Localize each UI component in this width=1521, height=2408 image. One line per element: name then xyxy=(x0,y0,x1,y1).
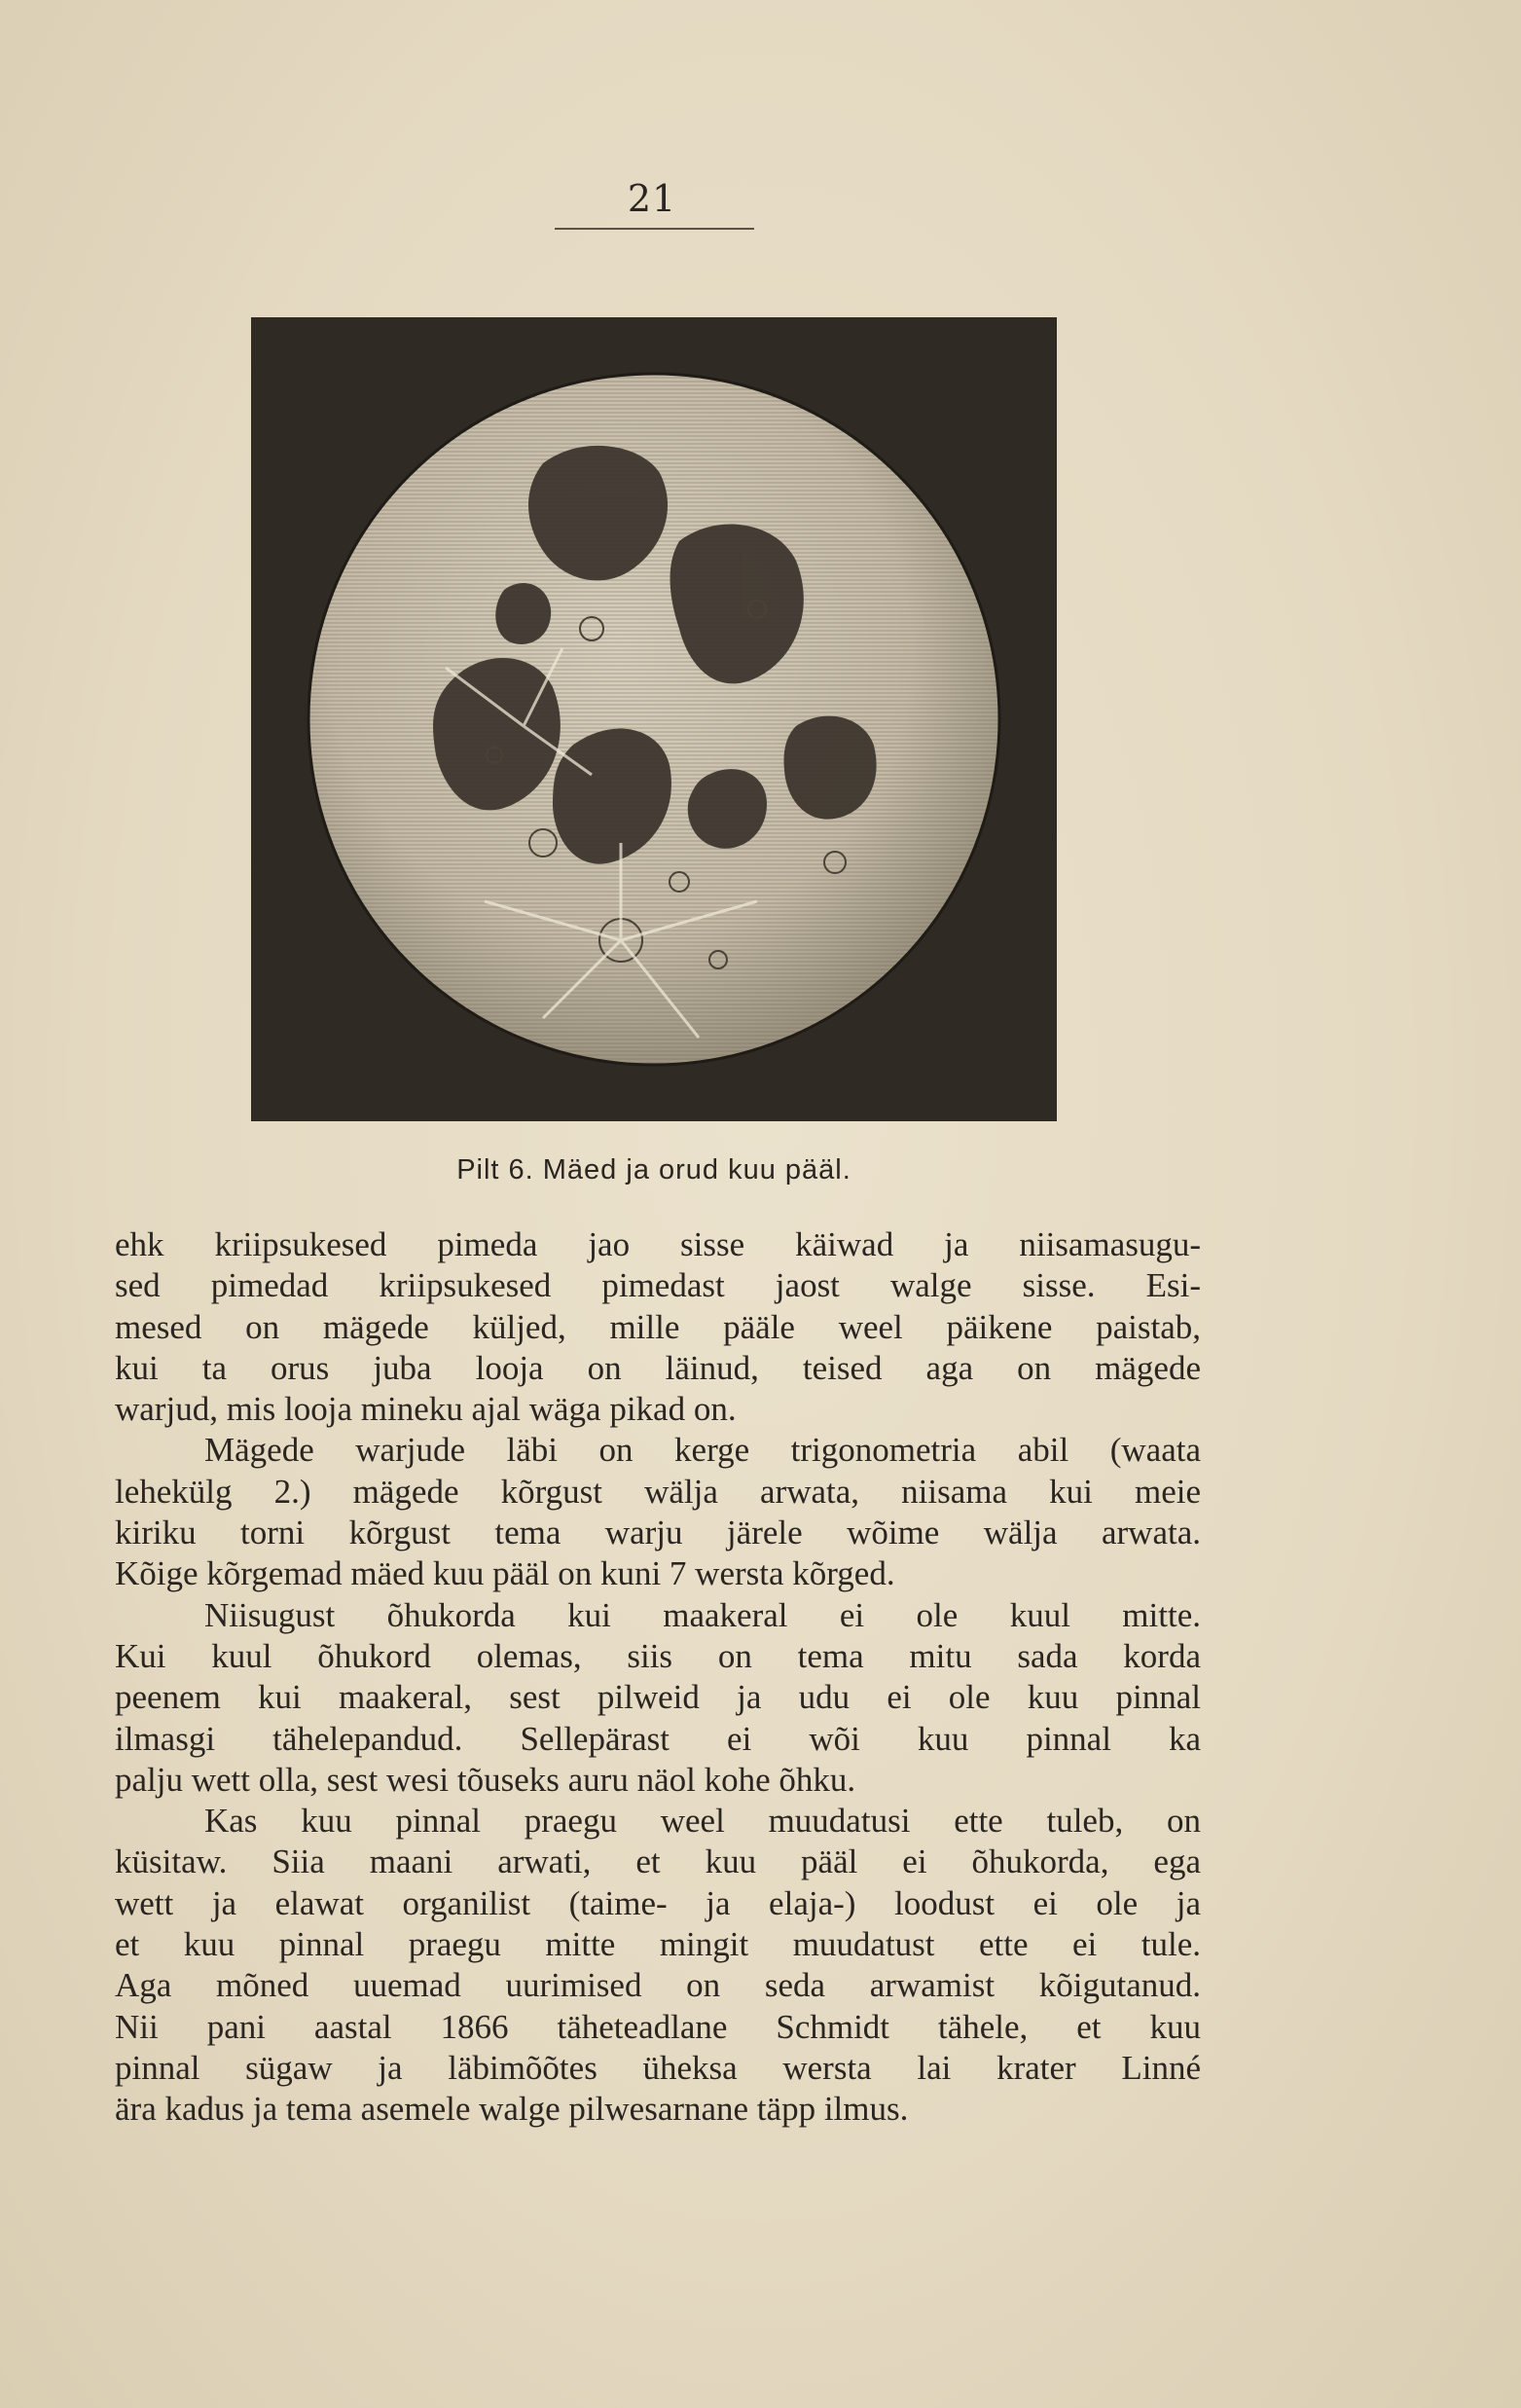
text-line: Kõige kõrgemad mäed kuu pääl on kuni 7 wersta kõrged. xyxy=(115,1554,895,1593)
text-line: et kuu pinnal praegu mitte mingit muudatust ette ei tule. xyxy=(115,1925,1201,1964)
text-line: wett ja elawat organilist (taime- ja elaja-) loodust ei ole ja xyxy=(115,1883,1201,1922)
body-text xyxy=(115,1224,1201,2131)
text-line: pinnal sügaw ja läbimõõtes üheksa wersta lai krater Linné xyxy=(115,2048,1201,2087)
moon-figure xyxy=(251,317,1057,1121)
text-line: Aga mõned uuemad uurimised on seda arwamist kõigutanud. xyxy=(115,1966,1201,2005)
text-line: küsitaw. Siia maani arwati, et kuu pääl ei õhukorda, ega xyxy=(115,1842,1201,1881)
text-line: ära kadus ja tema asemele walge pilwesarnane täpp ilmus. xyxy=(115,2090,909,2129)
page-number: 21 xyxy=(627,177,677,220)
text-line: Nii pani aastal 1866 täheteadlane Schmidt tähele, et kuu xyxy=(115,2007,1201,2046)
text-line: lehekülg 2.) mägede kõrgust wälja arwata, niisama kui meie xyxy=(115,1472,1201,1511)
figure-caption: Pilt 6. Mäed ja orud kuu pääl. xyxy=(456,1154,851,1186)
page-number-rule xyxy=(555,228,754,230)
text-line: Kas kuu pinnal praegu weel muudatusi ette tuleb, on xyxy=(204,1802,1201,1841)
moon-engraving-icon xyxy=(251,317,1057,1121)
text-line: peenem kui maakeral, sest pilweid ja udu ei ole kuu pinnal xyxy=(115,1678,1201,1717)
text-line: palju wett olla, sest wesi tõuseks auru näol kohe õhku. xyxy=(115,1760,856,1799)
text-line: ilmasgi tähelepandud. Sellepärast ei wõi kuu pinnal ka xyxy=(115,1719,1201,1758)
text-line: Niisugust õhukorda kui maakeral ei ole kuul mitte. xyxy=(204,1595,1201,1634)
text-line: ehk kriipsukesed pimeda jao sisse käiwad ja niisamasugu- xyxy=(115,1225,1201,1263)
text-line: Kui kuul õhukord olemas, siis on tema mitu sada korda xyxy=(115,1636,1201,1675)
text-line: sed pimedad kriipsukesed pimedast jaost walge sisse. Esi- xyxy=(115,1266,1201,1305)
text-line: kiriku torni kõrgust tema warju järele wõime wälja arwata. xyxy=(115,1514,1201,1552)
text-line: mesed on mägede küljed, mille pääle weel päikene paistab, xyxy=(115,1307,1201,1346)
text-line: warjud, mis looja mineku ajal wäga pikad on. xyxy=(115,1390,737,1429)
text-line: Mägede warjude läbi on kerge trigonometria abil (waata xyxy=(204,1431,1201,1470)
text-line: kui ta orus juba looja on läinud, teised aga on mägede xyxy=(115,1348,1201,1387)
